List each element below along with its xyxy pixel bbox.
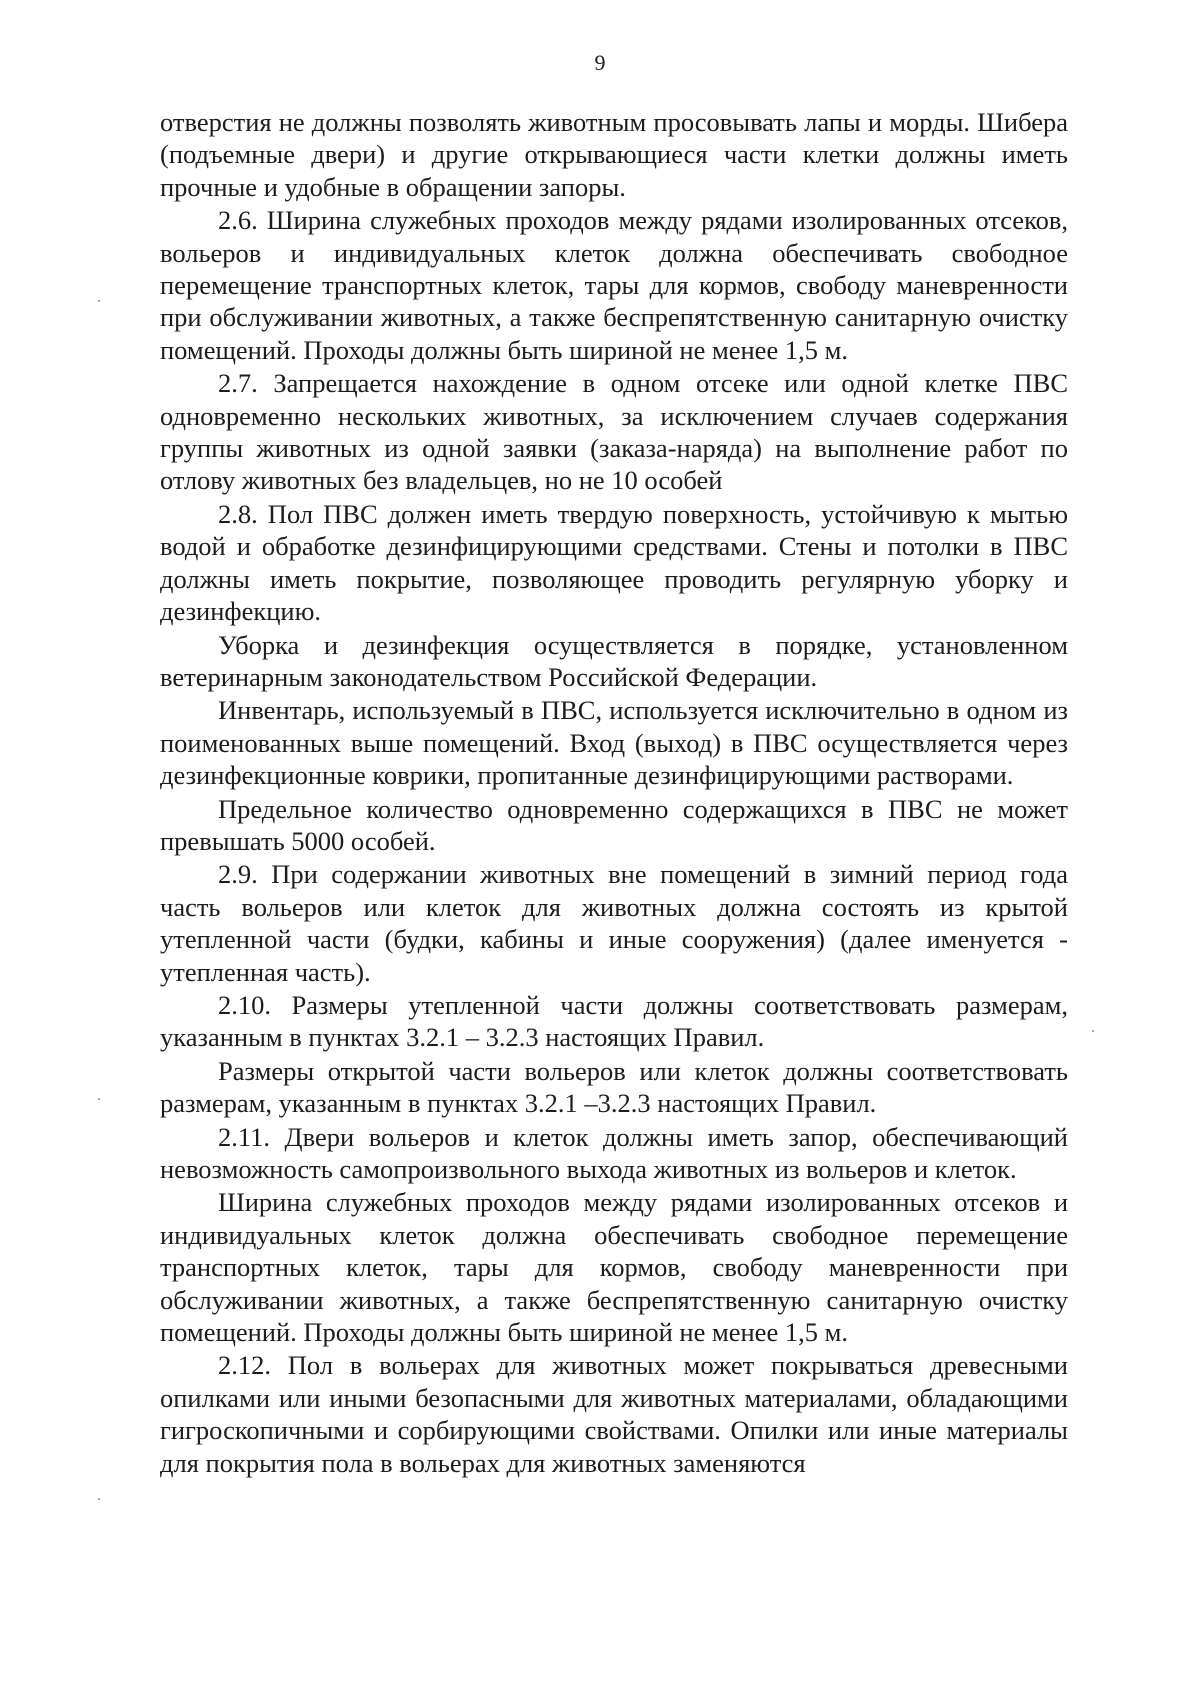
paragraph-2-11: 2.11. Двери вольеров и клеток должны иметь запор, обеспечивающий невозможность самопроизвольного выхода животных из вольеров и клеток. — [160, 1121, 1068, 1184]
paragraph-open-part-sizes: Размеры открытой части вольеров или клеток должны соответствовать размерам, указанным в пунктах 3.2.1 –3.2.3 настоящих Правил. — [160, 1055, 1068, 1119]
scan-speck — [1092, 1030, 1094, 1032]
paragraph-service-passages: Ширина служебных проходов между рядами изолированных отсеков и индивидуальных клеток должна обеспечивать свободное перемещение транспортных клеток, тары для кормов, свободу маневренности при обслуживании животных, а также беспрепятственную санитарную очистку помещений. Проходы должны быть шириной не менее 1,5 м. — [160, 1187, 1068, 1348]
paragraph-continuation: отверстия не должны позволять животным просовывать лапы и морды. Шибера (подъемные двери) и другие открывающиеся части клетки должны иметь прочные и удобные в обращении запоры. — [160, 107, 1068, 202]
paragraph-2-10: 2.10. Размеры утепленной части должны соответствовать размерам, указанным в пунктах 3.2.1 – 3.2.3 настоящих Правил. — [160, 989, 1068, 1053]
paragraph-2-6: 2.6. Ширина служебных проходов между рядами изолированных отсеков, вольеров и индивидуальных клеток должна обеспечивать свободное перемещение транспортных клеток, тары для кормов, свободу маневренности при обслуживании животных, а также беспрепятственную санитарную очистку помещений. Проходы должны быть шириной не менее 1,5 м. — [160, 205, 1068, 365]
paragraph-cleaning: Уборка и дезинфекция осуществляется в порядке, установленном ветеринарным законодательством Российской Федерации. — [160, 629, 1068, 692]
document-body — [160, 106, 1068, 1479]
scan-speck — [98, 1098, 100, 1100]
scan-speck — [98, 300, 100, 302]
scan-speck — [98, 1498, 100, 1500]
paragraph-inventory: Инвентарь, используемый в ПВС, используется исключительно в одном из поименованных выше помещений. Вход (выход) в ПВС осуществляется через дезинфекционные коврики, пропитанные дезинфицирующими растворами. — [160, 695, 1068, 791]
page-number: 9 — [594, 50, 606, 75]
paragraph-capacity-limit: Предельное количество одновременно содержащихся в ПВС не может превышать 5000 особей. — [160, 793, 1068, 856]
paragraph-2-8: 2.8. Пол ПВС должен иметь твердую поверхность, устойчивую к мытью водой и обработке дезинфицирующими средствами. Стены и потолки в ПВС должны иметь покрытие, позволяющее проводить регулярную уборку и дезинфекцию. — [160, 498, 1068, 627]
paragraph-2-9: 2.9. При содержании животных вне помещений в зимний период года часть вольеров или клеток для животных должна состоять из крытой утепленной части (будки, кабины и иные сооружения) (далее именуется - утепленная часть). — [160, 859, 1068, 987]
paragraph-2-12: 2.12. Пол в вольерах для животных может покрываться древесными опилками или иными безопасными для животных материалами, обладающими гигроскопичными и сорбирующими свойствами. Опилки или иные материалы для покрытия пола в вольерах для животных заменяются — [160, 1350, 1068, 1478]
paragraph-2-7: 2.7. Запрещается нахождение в одном отсеке или одной клетке ПВС одновременно нескольких животных, за исключением случаев содержания группы животных из одной заявки (заказа-наряда) на выполнение работ по отлову животных без владельцев, но не 10 особей — [160, 368, 1068, 496]
